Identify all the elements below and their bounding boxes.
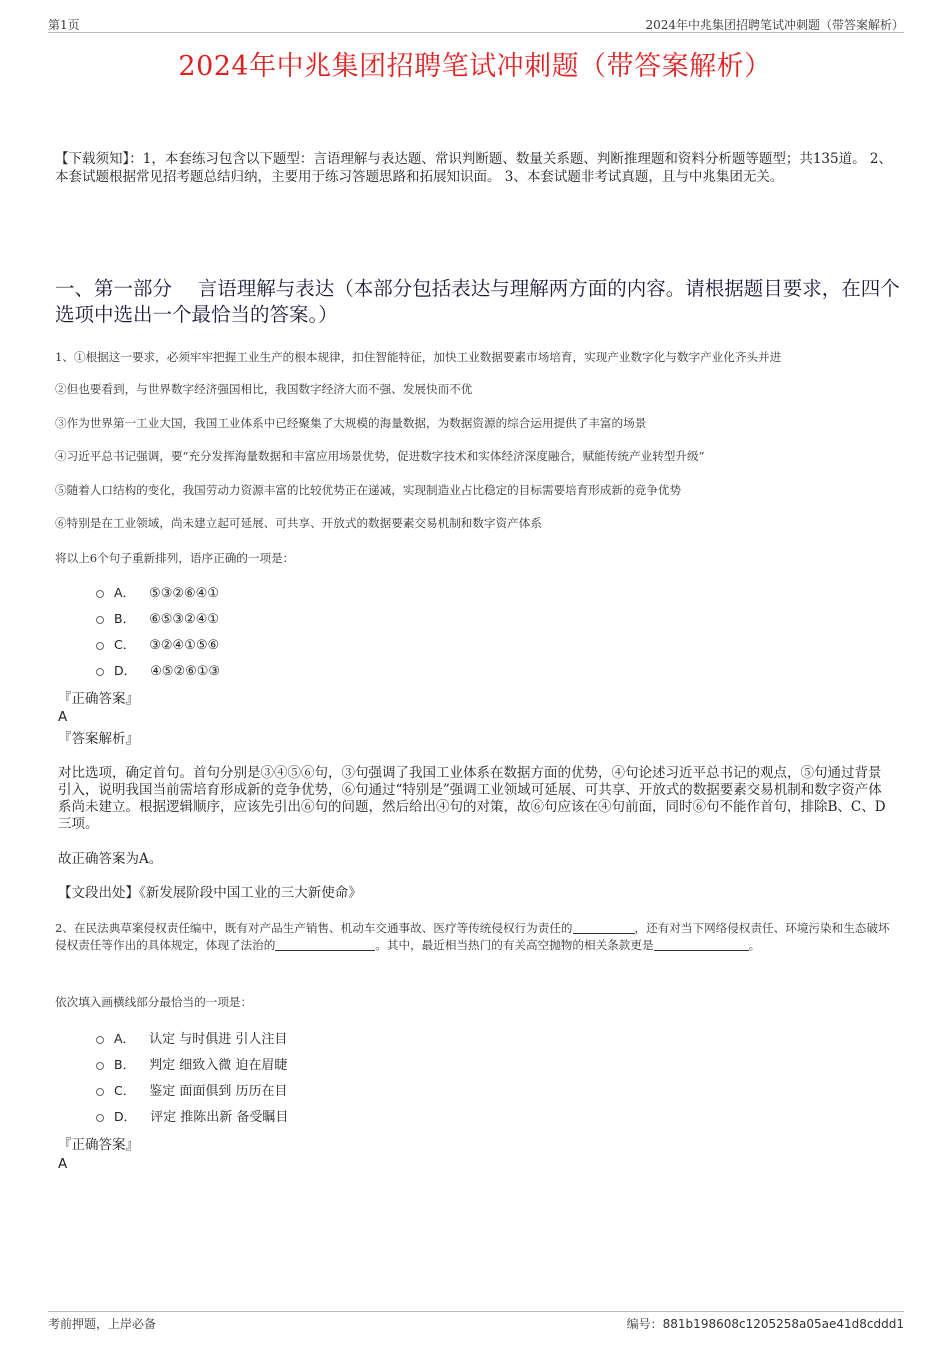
q1-prompt: 将以上6个句子重新排列，语序正确的一项是： (55, 551, 295, 565)
q1-analysis: 对比选项，确定首句。首句分别是③④⑤⑥句，③句强调了我国工业体系在数据方面的优势，④句论述习近平总书记的观点，⑤句通过背景引入，说明我国当前需培育形成新的竞争优势，⑥句通过“特别是”强调工业领域可延展、可共享、开放式的数据要素交易机制和数字资产体系尚未建立。根据逻辑顺序，应该先引出⑥句的问题，然后给出④句的对策，故⑥句应该在④句前面，同时⑥句不能作首句，排除B、C、D三项。 (58, 765, 886, 832)
section-heading: 一、第一部分 言语理解与表达（本部分包括表达与理解两方面的内容。请根据题目要求，在四个选项中选出一个最恰当的答案。） (55, 277, 900, 326)
q2-option-d[interactable]: D． 评定 推陈出新 备受瞩目 (96, 1109, 288, 1126)
q1-sentence: ③作为世界第一工业大国，我国工业体系中已经聚集了大规模的海量数据，为数据资源的综合运用提供了丰富的场景 (55, 416, 647, 430)
blank-line (275, 938, 375, 951)
q1-answer: A (58, 709, 68, 725)
page-footer (48, 1311, 904, 1332)
blank-line (654, 938, 749, 951)
q1-analysis-label: 『答案解析』 (58, 731, 139, 747)
page-number: 第1页 (48, 18, 80, 32)
q1-option-a[interactable]: A． ⑤③②⑥④① (96, 585, 219, 602)
radio-icon[interactable] (96, 616, 104, 624)
q1-sentence: ④习近平总书记强调，要“充分发挥海量数据和丰富应用场景优势，促进数字技术和实体经济深度融合，赋能传统产业转型升级” (55, 449, 705, 463)
q1-answer-label: 『正确答案』 (58, 691, 139, 707)
q1-conclusion: 故正确答案为A。 (58, 851, 163, 867)
q2-answer: A (58, 1156, 68, 1172)
radio-icon[interactable] (96, 1062, 104, 1070)
q1-sentence: ⑤随着人口结构的变化，我国劳动力资源丰富的比较优势正在递减，实现制造业占比稳定的目标需要培育形成新的竞争优势 (55, 483, 682, 497)
q1-option-d[interactable]: D． ④⑤②⑥①③ (96, 663, 220, 680)
blank-line (573, 921, 635, 934)
q2-prompt: 依次填入画横线部分最恰当的一项是： (55, 995, 253, 1009)
q1-sentence: ②但也要看到，与世界数字经济强国相比，我国数字经济大而不强、发展快而不优 (55, 382, 473, 396)
document-title: 2024年中兆集团招聘笔试冲刺题（带答案解析） (178, 51, 772, 82)
radio-icon[interactable] (96, 590, 104, 598)
q1-sentence: ⑥特别是在工业领域，尚未建立起可延展、可共享、开放式的数据要素交易机制和数字资产体系 (55, 516, 542, 530)
radio-icon[interactable] (96, 1088, 104, 1096)
footer-code: 编号：881b198608c1205258a05ae41d8cddd1 (626, 1317, 904, 1331)
radio-icon[interactable] (96, 668, 104, 676)
footer-slogan: 考前押题，上岸必备 (48, 1317, 157, 1331)
q2-answer-label: 『正确答案』 (58, 1137, 139, 1153)
q1-option-c[interactable]: C． ③②④①⑤⑥ (96, 637, 219, 654)
q2-option-b[interactable]: B． 判定 细致入微 迫在眉睫 (96, 1057, 287, 1074)
page-header (48, 16, 904, 33)
header-doc-title: 2024年中兆集团招聘笔试冲刺题（带答案解析） (645, 18, 904, 32)
radio-icon[interactable] (96, 1114, 104, 1122)
q2-option-c[interactable]: C． 鉴定 面面俱到 历历在目 (96, 1083, 288, 1100)
q2-option-a[interactable]: A． 认定 与时俱进 引人注目 (96, 1031, 287, 1048)
q1-option-b[interactable]: B． ⑥⑤③②④① (96, 611, 219, 628)
q2-stem: 2、在民法典草案侵权责任编中，既有对产品生产销售、机动车交通事故、医疗等传统侵权行为责任的 ，还有对当下网络侵权责任、环境污染和生态破坏侵权责任等作出的具体规定，体现了法治的 。其中，最近相当热门的有关高空抛物的相关条款更是 。 (55, 921, 890, 952)
radio-icon[interactable] (96, 1036, 104, 1044)
q1-source: 【文段出处】《新发展阶段中国工业的三大新使命》 (58, 885, 362, 901)
q1-sentence: 1、①根据这一要求，必须牢牢把握工业生产的根本规律，扣住智能特征，加快工业数据要素市场培育，实现产业数字化与数字产业化齐头并进 (55, 350, 782, 364)
download-notice: 【下载须知】：1，本套练习包含以下题型：言语理解与表达题、常识判断题、数量关系题、判断推理题和资料分析题等题型；共135道。 2、本套试题根据常见招考题总结归纳，主要用于练习答题思路和拓展知识面。 3、本套试题非考试真题，且与中兆集团无关。 (55, 151, 892, 185)
radio-icon[interactable] (96, 642, 104, 650)
